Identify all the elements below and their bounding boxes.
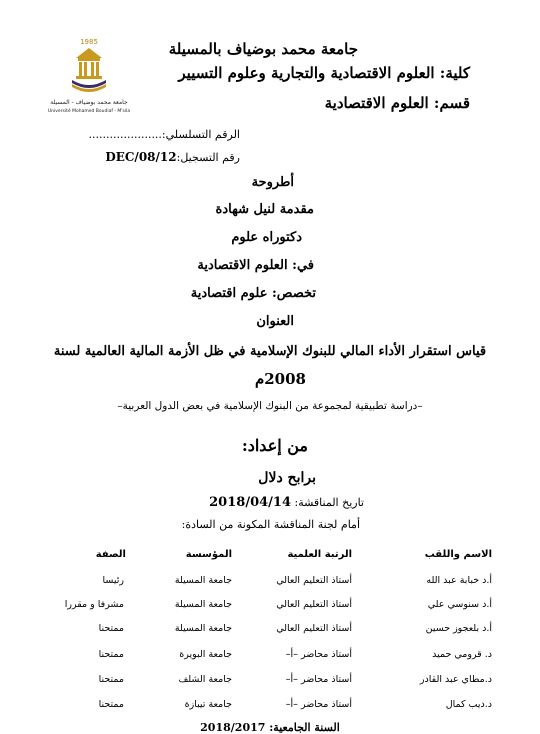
member-institution: جامعة المسيلة (174, 599, 232, 610)
member-rank: أستاذ التعليم العالي (276, 599, 352, 610)
degree-name: دكتوراه علوم (231, 230, 302, 245)
member-role: مشرفا و مقررا (64, 599, 124, 610)
presented-for: مقدمة لنيل شهادة (215, 202, 314, 217)
member-name: أ.د سنوسي علي (427, 599, 492, 610)
member-rank: أستاذ محاضر –أ– (285, 699, 352, 710)
member-role: ممتحنا (98, 649, 124, 660)
registration-value: DEC/08/12 (105, 150, 177, 164)
column-header-role: الصفة (95, 549, 126, 560)
specialization-name: تخصص: علوم اقتصادية (190, 286, 316, 301)
serial-number-label: الرقم التسلسلي:..................... (88, 128, 240, 141)
member-institution: جامعة تيبازة (184, 699, 232, 710)
member-name: د.ديب كمال (445, 699, 492, 710)
university-name: جامعة محمد بوضياف بالمسيلة (168, 40, 358, 58)
member-rank: أستاذ التعليم العالي (276, 623, 352, 634)
member-name: أ.د خبابة عبد الله (426, 575, 492, 586)
title-label: العنوان (256, 314, 294, 329)
author-name: برابح دلال (258, 470, 316, 486)
column-header-name: الاسم واللقب (424, 549, 492, 560)
member-rank: أستاذ محاضر –أ– (285, 649, 352, 660)
field-name: في: العلوم الاقتصادية (197, 258, 314, 273)
member-institution: جامعة البويرة (179, 649, 232, 660)
member-rank: أستاذ محاضر –أ– (285, 674, 352, 685)
thesis-title-line2: 2008م (254, 370, 306, 388)
faculty-name: كلية: العلوم الاقتصادية والتجارية وعلوم التسيير (178, 64, 470, 82)
university-logo-emblem (46, 36, 132, 118)
thesis-title-line1: قياس استقرار الأداء المالي للبنوك الإسلامية في ظل الأزمة المالية العالمية لسنة (53, 344, 487, 359)
member-name: د. قرومي حميد (432, 649, 492, 660)
logo-name-fr: Université Mohamed Boudiaf - M'sila (47, 109, 131, 114)
member-institution: جامعة المسيلة (174, 575, 232, 586)
registration-line (105, 150, 240, 164)
column-header-rank: الرتبة العلمية (287, 549, 352, 560)
member-role: ممتحنا (98, 699, 124, 710)
committee-intro: أمام لجنة المناقشة المكونة من السادة: (181, 518, 360, 531)
member-role: ممتحنا (98, 623, 124, 634)
prepared-by-label: من إعداد: (241, 436, 308, 455)
member-name: أ.د بلعجوز حسين (425, 623, 492, 634)
member-role: ممتحنا (98, 674, 124, 685)
column-header-institution: المؤسسة (185, 549, 232, 560)
member-institution: جامعة المسيلة (174, 623, 232, 634)
member-name: د.مطاي عبد القادر (419, 674, 492, 685)
logo-name-ar: جامعة محمد بوضياف - المسيلة (50, 99, 128, 106)
member-institution: جامعة الشلف (178, 674, 232, 685)
thesis-label: أطروحة (251, 175, 294, 190)
member-rank: أستاذ التعليم العالي (276, 575, 352, 586)
member-role: رئيسا (102, 575, 124, 586)
defense-label: تاريخ المناقشة: (294, 496, 364, 509)
logo-year: 1985 (80, 38, 98, 46)
defense-date-line (209, 495, 364, 510)
academic-year: السنة الجامعية: 2018/2017 (200, 721, 340, 734)
defense-date: 2018/04/14 (209, 495, 291, 510)
department-name: قسم: العلوم الاقتصادية (324, 94, 470, 112)
thesis-subtitle: –دراسة تطبيقية لمجموعة من البنوك الإسلامية في بعض الدول العربية– (117, 400, 423, 412)
registration-label: رقم التسجيل: (176, 151, 240, 164)
university-logo (46, 36, 132, 118)
